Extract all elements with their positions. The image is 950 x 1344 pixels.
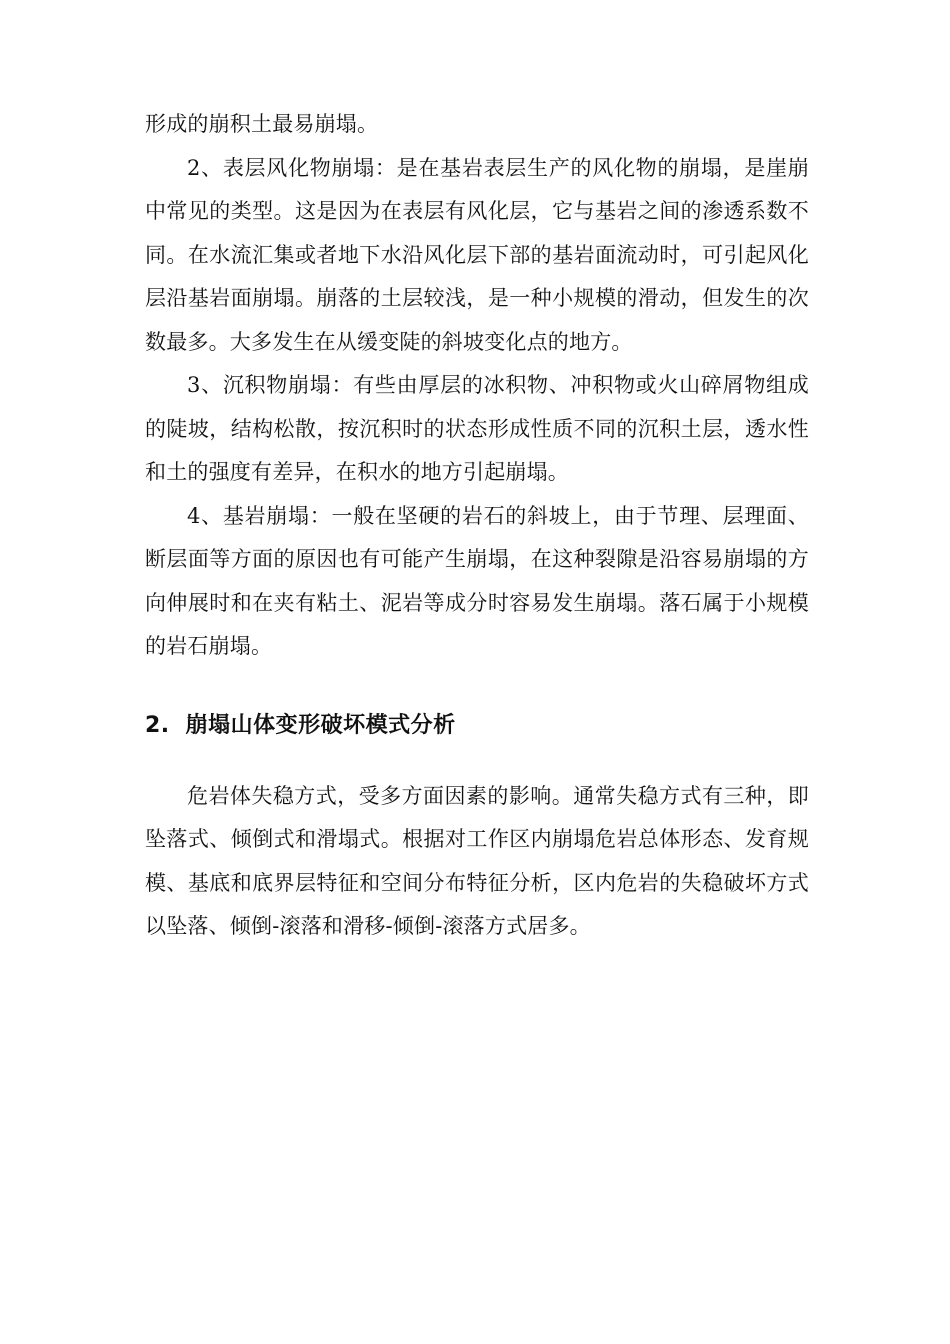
section-number: 2. [145,712,170,738]
paragraph-bedrock-collapse: 4、基岩崩塌：一般在坚硬的岩石的斜坡上，由于节理、层理面、断层面等方面的原因也有可能产生崩塌，在这种裂隙是沿容易崩塌的方向伸展时和在夹有粘土、泥岩等成分时容易发生崩塌。落石属于小规模的岩石崩塌。 [145,503,809,658]
section-heading [145,700,809,752]
paragraph-sediment-collapse: 3、沉积物崩塌：有些由厚层的冰积物、冲积物或火山碎屑物组成的陡坡，结构松散，按沉积时的状态形成性质不同的沉积土层，透水性和土的强度有差异，在积水的地方引起崩塌。 [145,373,809,484]
section-title: 崩塌山体变形破坏模式分析 [185,712,456,738]
document-body [145,103,809,949]
paragraph-surface-weathering-collapse: 2、表层风化物崩塌：是在基岩表层生产的风化物的崩塌，是崖崩中常见的类型。这是因为在表层有风化层，它与基岩之间的渗透系数不同。在水流汇集或者地下水沿风化层下部的基岩面流动时，可引起风化层沿基岩面崩塌。崩落的土层较浅，是一种小规模的滑动，但发生的次数最多。大多发生在从缓变陡的斜坡变化点的地方。 [145,155,809,354]
paragraph-continuation: 形成的崩积土最易崩塌。 [145,112,379,136]
paragraph-failure-mode-analysis: 危岩体失稳方式，受多方面因素的影响。通常失稳方式有三种，即坠落式、倾倒式和滑塌式。根据对工作区内崩塌危岩总体形态、发育规模、基底和底界层特征和空间分布特征分析，区内危岩的失稳破坏方式以坠落、倾倒-滚落和滑移-倾倒-滚落方式居多。 [145,783,809,938]
